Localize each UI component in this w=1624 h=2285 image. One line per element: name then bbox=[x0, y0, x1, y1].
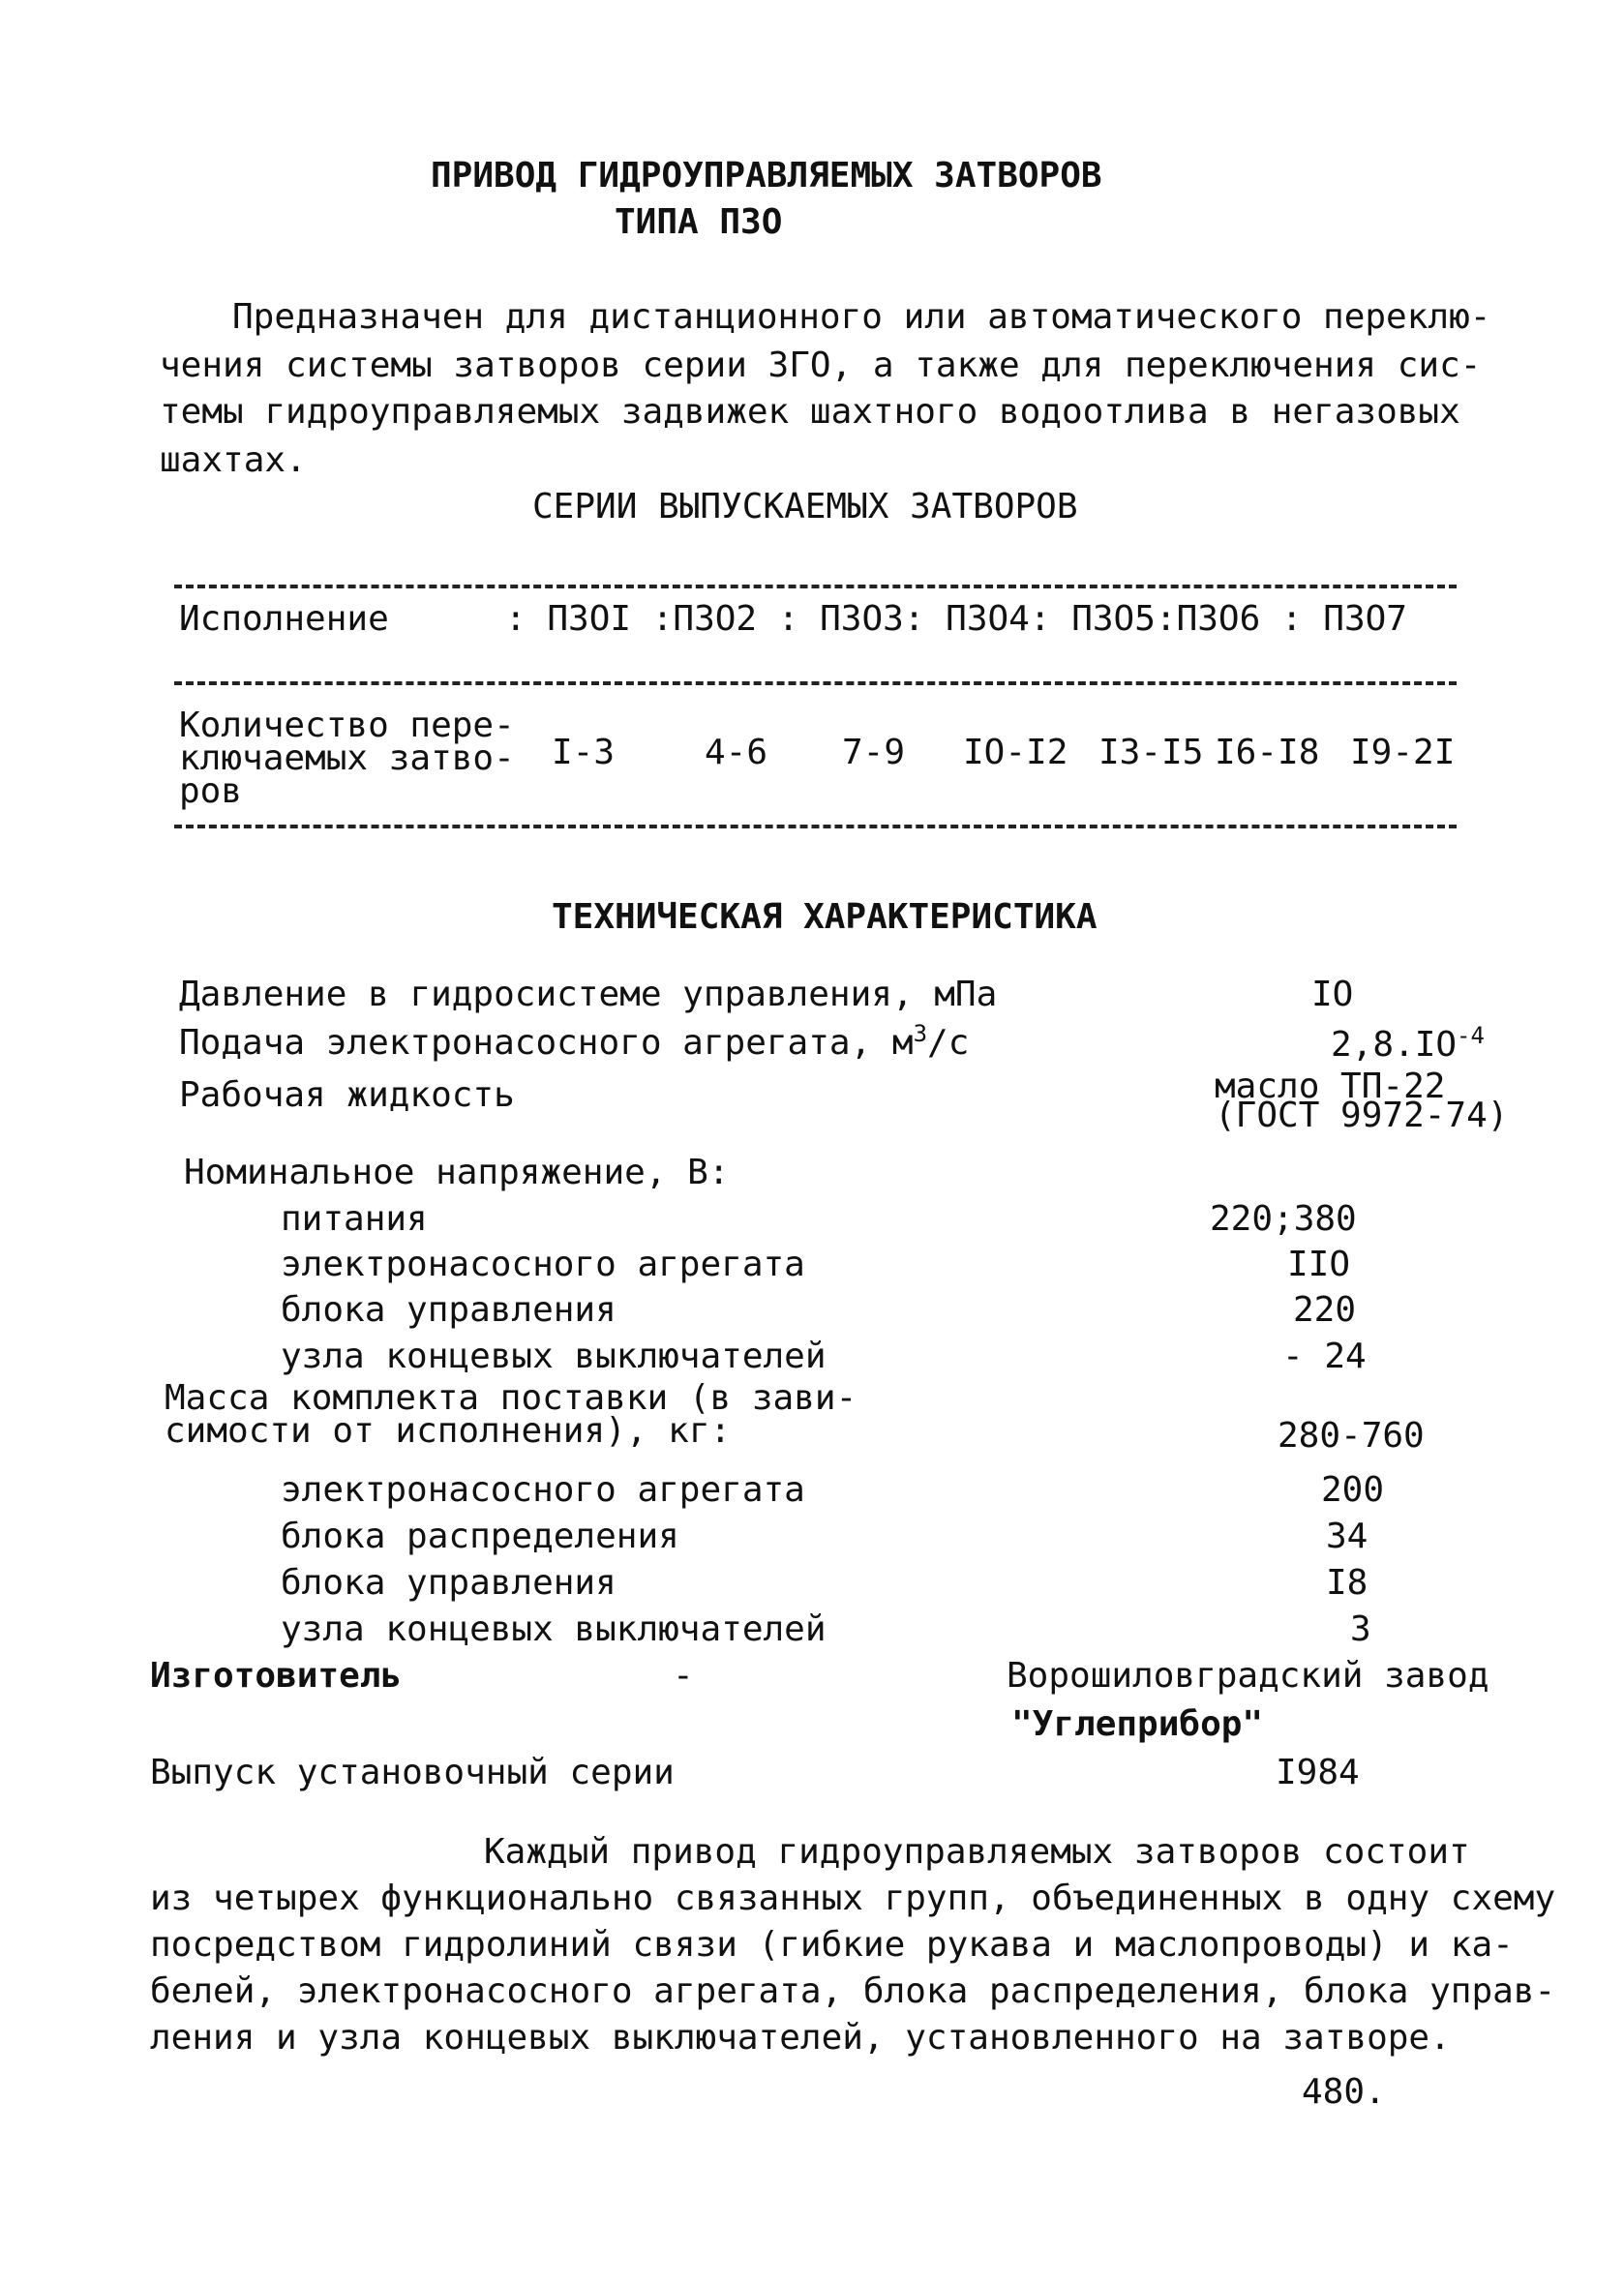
table-cell-3: 7-9 bbox=[842, 733, 906, 772]
mass-item-label: электронасосного агрегата bbox=[281, 1470, 805, 1510]
table-row-label-3: ров bbox=[179, 771, 243, 811]
mass-item-value: 34 bbox=[1326, 1517, 1368, 1556]
mass-item-label: блока распределения bbox=[281, 1517, 679, 1556]
spec-fluid-value-1: масло ТП-22 bbox=[1215, 1067, 1446, 1106]
tech-heading: ТЕХНИЧЕСКАЯ ХАРАКТЕРИСТИКА bbox=[552, 897, 1098, 937]
spec-flow-value: $2,8.IO^{-4}$ bbox=[1331, 1022, 1485, 1065]
voltage-item-label: питания bbox=[281, 1199, 428, 1239]
spec-maker-label: Изготовитель bbox=[150, 1656, 403, 1696]
mass-item-label: блока управления bbox=[281, 1563, 617, 1603]
mass-item-value: I8 bbox=[1326, 1563, 1368, 1603]
table-cell-2: 4-6 bbox=[705, 733, 768, 772]
voltage-item-value: 220 bbox=[1293, 1290, 1357, 1330]
spec-mass-label-1: Масса комплекта поставки (в зави- bbox=[165, 1378, 857, 1418]
mass-item-value: 200 bbox=[1321, 1470, 1385, 1510]
table-cell-1: I-3 bbox=[552, 733, 616, 772]
table-header-label: Исполнение bbox=[179, 599, 389, 639]
closing-line-4: белей, электронасосного агрегата, блока распределения, блока управ- bbox=[150, 1971, 1556, 2011]
voltage-item-value: - 24 bbox=[1282, 1337, 1367, 1376]
closing-line-1: Каждый привод гидроуправляемых затворов состоит bbox=[484, 1832, 1470, 1872]
spec-maker-dash: - bbox=[673, 1656, 694, 1696]
table-top-rule bbox=[174, 585, 1457, 588]
mass-item-value: 3 bbox=[1350, 1609, 1371, 1649]
title-line-1: ПРИВОД ГИДРОУПРАВЛЯЕМЫХ ЗАТВОРОВ bbox=[431, 156, 1102, 195]
table-cell-5: I3-I5 bbox=[1098, 733, 1204, 772]
mass-item-label: узла концевых выключателей bbox=[281, 1609, 827, 1649]
table-bottom-rule bbox=[174, 825, 1457, 828]
spec-maker-value-2: "Углеприбор" bbox=[1011, 1704, 1264, 1744]
closing-line-5: ления и узла концевых выключателей, установленного на затворе. bbox=[150, 2018, 1451, 2058]
voltage-item-value: 220;380 bbox=[1210, 1199, 1357, 1239]
intro-line-4: шахтах. bbox=[160, 440, 307, 480]
voltage-item-value: IIO bbox=[1287, 1245, 1351, 1284]
table-header-row: : ПЗОI :ПЗО2 : ПЗО3: ПЗО4: ПЗО5:ПЗО6 : ПЗО7 bbox=[505, 599, 1407, 639]
spec-flow-label: Подача электронасосного агрегата, $м^3/с$ bbox=[179, 1020, 970, 1063]
table-row-label-2: ключаемых затво- bbox=[179, 738, 515, 778]
spec-voltage-label: Номинальное напряжение, В: bbox=[184, 1153, 730, 1192]
series-heading: СЕРИИ ВЫПУСКАЕМЫХ ЗАТВОРОВ bbox=[532, 487, 1078, 526]
spec-fluid-label: Рабочая жидкость bbox=[179, 1075, 515, 1115]
spec-maker-value-1: Ворошиловградский завод bbox=[1007, 1656, 1489, 1696]
table-row-label-1: Количество пере- bbox=[179, 706, 515, 745]
closing-line-3: посредством гидролиний связи (гибкие рукава и маслопроводы) и ка- bbox=[150, 1925, 1514, 1965]
intro-line-3: темы гидроуправляемых задвижек шахтного водоотлива в негазовых bbox=[160, 392, 1460, 432]
intro-line-1: Предназначен для дистанционного или автоматического переклю- bbox=[232, 297, 1491, 337]
spec-mass-value: 280-760 bbox=[1278, 1416, 1425, 1456]
spec-pressure-value: IO bbox=[1311, 975, 1354, 1014]
intro-line-2: чения системы затворов серии ЗГО, а также для переключения сис- bbox=[160, 346, 1482, 385]
table-middle-rule bbox=[174, 681, 1457, 685]
voltage-item-label: блока управления bbox=[281, 1290, 617, 1330]
spec-release-label: Выпуск установочный серии bbox=[150, 1753, 675, 1792]
spec-release-value: I984 bbox=[1276, 1753, 1360, 1792]
voltage-item-label: электронасосного агрегата bbox=[281, 1245, 805, 1284]
spec-mass-label-2: симости от исполнения), кг: bbox=[165, 1411, 732, 1451]
table-cell-7: I9-2I bbox=[1350, 733, 1456, 772]
closing-line-2: из четырех функционально связанных групп, объединенных в одну схему bbox=[150, 1879, 1556, 1918]
table-cell-4: IO-I2 bbox=[963, 733, 1068, 772]
voltage-item-label: узла концевых выключателей bbox=[281, 1337, 827, 1376]
page-number: 480. bbox=[1302, 2072, 1386, 2112]
table-cell-6: I6-I8 bbox=[1215, 733, 1320, 772]
spec-fluid-value-2: (ГОСТ 9972-74) bbox=[1215, 1096, 1509, 1135]
spec-pressure-label: Давление в гидросистеме управления, мПа bbox=[179, 975, 998, 1014]
title-line-2: ТИПА ПЗО bbox=[615, 202, 783, 242]
